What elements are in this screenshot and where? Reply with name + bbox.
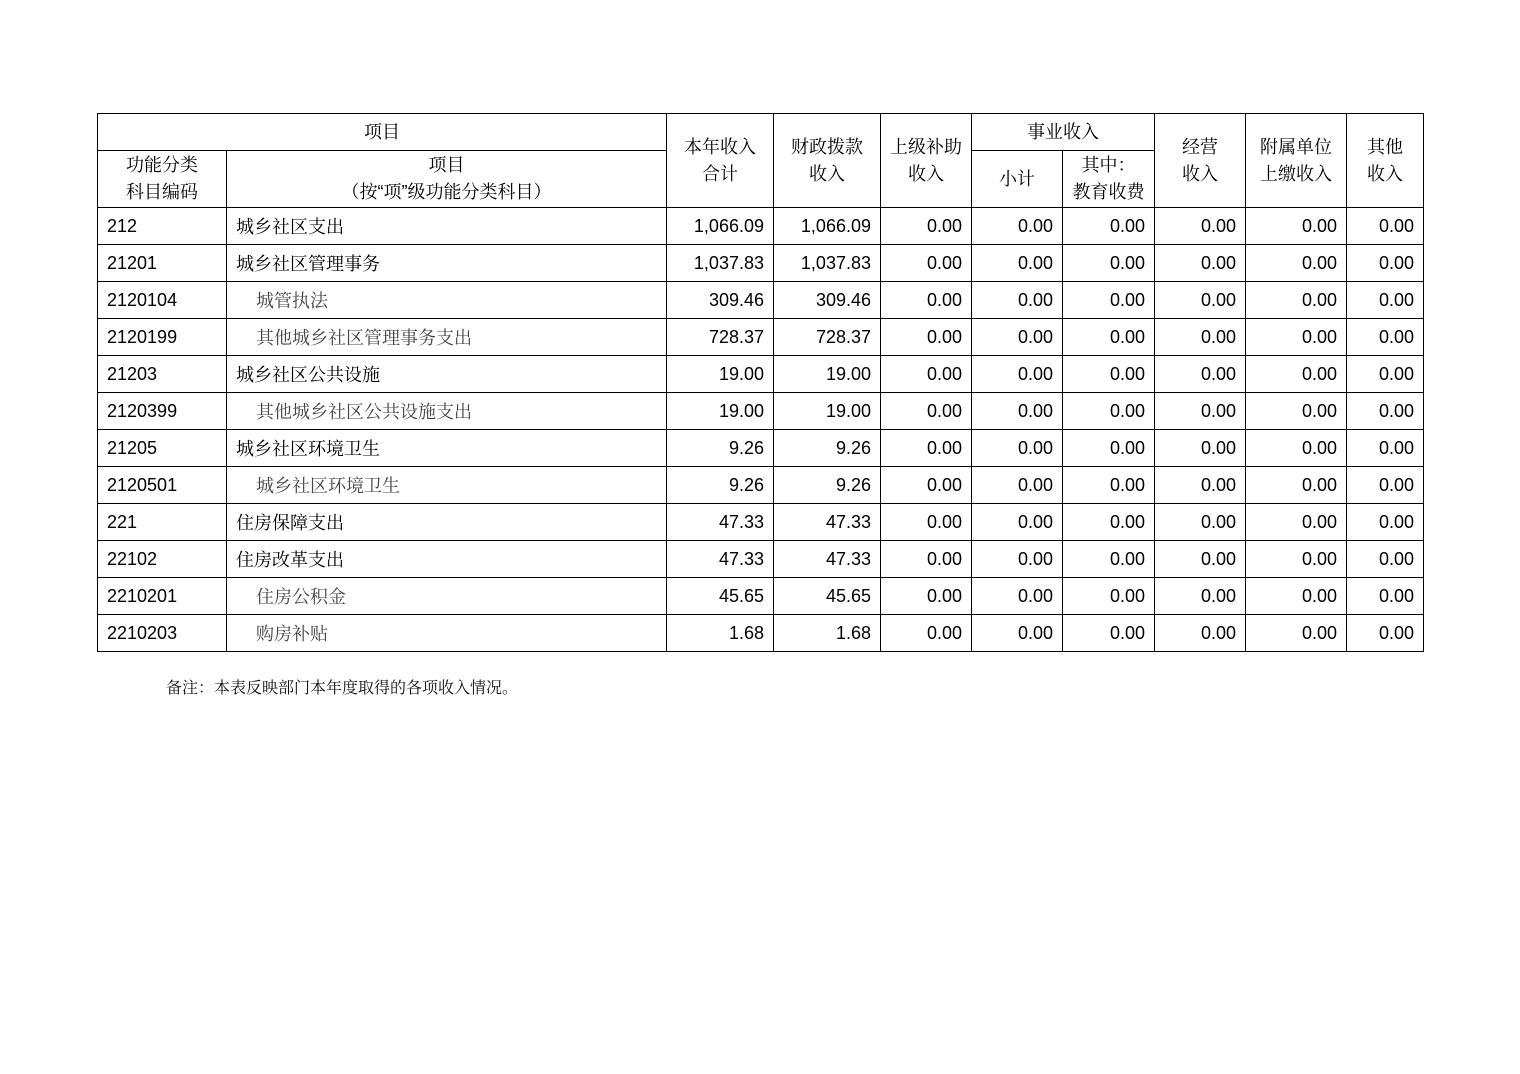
row-affiliate-cell: 0.00 xyxy=(1246,245,1347,282)
header-func-code: 功能分类 科目编码 xyxy=(98,151,227,208)
row-affiliate-cell: 0.00 xyxy=(1246,504,1347,541)
header-total: 本年收入 合计 xyxy=(667,114,774,208)
row-other-cell: 0.00 xyxy=(1347,504,1424,541)
row-total-cell: 47.33 xyxy=(667,541,774,578)
header-business: 事业收入 xyxy=(972,114,1155,151)
row-total-cell: 45.65 xyxy=(667,578,774,615)
table-row xyxy=(98,245,1424,282)
table-row xyxy=(98,615,1424,652)
footnote: 备注：本表反映部门本年度取得的各项收入情况。 xyxy=(166,678,519,697)
row-total-cell: 728.37 xyxy=(667,319,774,356)
row-total-cell: 1,037.83 xyxy=(667,245,774,282)
row-edu-fee-cell: 0.00 xyxy=(1063,504,1155,541)
row-edu-fee-cell: 0.00 xyxy=(1063,541,1155,578)
row-superior-cell: 0.00 xyxy=(881,504,972,541)
row-subtotal-cell: 0.00 xyxy=(972,541,1063,578)
row-item-name: 城乡社区公共设施 xyxy=(227,356,667,393)
row-subtotal-cell: 0.00 xyxy=(972,578,1063,615)
row-code: 21203 xyxy=(98,356,227,393)
header-item: 项目 xyxy=(98,114,667,151)
row-fiscal-cell: 9.26 xyxy=(774,467,881,504)
row-other-cell: 0.00 xyxy=(1347,356,1424,393)
row-superior-cell: 0.00 xyxy=(881,356,972,393)
row-total-cell: 9.26 xyxy=(667,430,774,467)
row-item-name: 住房公积金 xyxy=(227,578,667,615)
row-code: 2120104 xyxy=(98,282,227,319)
row-operating-cell: 0.00 xyxy=(1155,578,1246,615)
row-code: 2120399 xyxy=(98,393,227,430)
row-code: 22102 xyxy=(98,541,227,578)
row-edu-fee-cell: 0.00 xyxy=(1063,208,1155,245)
row-edu-fee-cell: 0.00 xyxy=(1063,282,1155,319)
header-subtotal: 小计 xyxy=(972,151,1063,208)
row-fiscal-cell: 309.46 xyxy=(774,282,881,319)
row-affiliate-cell: 0.00 xyxy=(1246,356,1347,393)
table-row xyxy=(98,467,1424,504)
row-subtotal-cell: 0.00 xyxy=(972,319,1063,356)
row-operating-cell: 0.00 xyxy=(1155,282,1246,319)
row-total-cell: 1,066.09 xyxy=(667,208,774,245)
row-edu-fee-cell: 0.00 xyxy=(1063,430,1155,467)
row-fiscal-cell: 1,037.83 xyxy=(774,245,881,282)
row-total-cell: 47.33 xyxy=(667,504,774,541)
row-code: 21201 xyxy=(98,245,227,282)
header-superior: 上级补助 收入 xyxy=(881,114,972,208)
row-other-cell: 0.00 xyxy=(1347,208,1424,245)
row-total-cell: 9.26 xyxy=(667,467,774,504)
row-superior-cell: 0.00 xyxy=(881,467,972,504)
header-other: 其他 收入 xyxy=(1347,114,1424,208)
row-superior-cell: 0.00 xyxy=(881,319,972,356)
table-row xyxy=(98,430,1424,467)
row-superior-cell: 0.00 xyxy=(881,208,972,245)
row-subtotal-cell: 0.00 xyxy=(972,504,1063,541)
row-total-cell: 1.68 xyxy=(667,615,774,652)
row-fiscal-cell: 47.33 xyxy=(774,504,881,541)
row-item-name: 其他城乡社区管理事务支出 xyxy=(227,319,667,356)
row-operating-cell: 0.00 xyxy=(1155,319,1246,356)
row-superior-cell: 0.00 xyxy=(881,245,972,282)
table-row xyxy=(98,393,1424,430)
row-edu-fee-cell: 0.00 xyxy=(1063,319,1155,356)
row-other-cell: 0.00 xyxy=(1347,578,1424,615)
row-other-cell: 0.00 xyxy=(1347,319,1424,356)
row-item-name: 城乡社区管理事务 xyxy=(227,245,667,282)
row-edu-fee-cell: 0.00 xyxy=(1063,393,1155,430)
row-operating-cell: 0.00 xyxy=(1155,356,1246,393)
row-other-cell: 0.00 xyxy=(1347,245,1424,282)
row-edu-fee-cell: 0.00 xyxy=(1063,245,1155,282)
table-row xyxy=(98,282,1424,319)
table-row xyxy=(98,208,1424,245)
table-row xyxy=(98,541,1424,578)
row-operating-cell: 0.00 xyxy=(1155,245,1246,282)
row-other-cell: 0.00 xyxy=(1347,467,1424,504)
row-fiscal-cell: 19.00 xyxy=(774,393,881,430)
header-item-sub: 项目 （按“项”级功能分类科目） xyxy=(227,151,667,208)
table-row xyxy=(98,578,1424,615)
row-operating-cell: 0.00 xyxy=(1155,541,1246,578)
row-subtotal-cell: 0.00 xyxy=(972,467,1063,504)
row-code: 212 xyxy=(98,208,227,245)
row-total-cell: 19.00 xyxy=(667,356,774,393)
row-superior-cell: 0.00 xyxy=(881,282,972,319)
row-other-cell: 0.00 xyxy=(1347,430,1424,467)
row-code: 2120501 xyxy=(98,467,227,504)
table-row xyxy=(98,319,1424,356)
row-code: 221 xyxy=(98,504,227,541)
row-affiliate-cell: 0.00 xyxy=(1246,615,1347,652)
row-item-name: 城乡社区支出 xyxy=(227,208,667,245)
row-edu-fee-cell: 0.00 xyxy=(1063,356,1155,393)
row-fiscal-cell: 9.26 xyxy=(774,430,881,467)
header-edu-fee: 其中： 教育收费 xyxy=(1063,151,1155,208)
row-superior-cell: 0.00 xyxy=(881,578,972,615)
row-item-name: 城管执法 xyxy=(227,282,667,319)
row-subtotal-cell: 0.00 xyxy=(972,282,1063,319)
row-item-name: 购房补贴 xyxy=(227,615,667,652)
row-superior-cell: 0.00 xyxy=(881,541,972,578)
row-subtotal-cell: 0.00 xyxy=(972,208,1063,245)
row-affiliate-cell: 0.00 xyxy=(1246,467,1347,504)
row-total-cell: 19.00 xyxy=(667,393,774,430)
row-item-name: 住房保障支出 xyxy=(227,504,667,541)
row-total-cell: 309.46 xyxy=(667,282,774,319)
row-subtotal-cell: 0.00 xyxy=(972,393,1063,430)
row-code: 2120199 xyxy=(98,319,227,356)
row-superior-cell: 0.00 xyxy=(881,615,972,652)
row-fiscal-cell: 728.37 xyxy=(774,319,881,356)
row-subtotal-cell: 0.00 xyxy=(972,356,1063,393)
row-operating-cell: 0.00 xyxy=(1155,430,1246,467)
row-other-cell: 0.00 xyxy=(1347,541,1424,578)
row-fiscal-cell: 47.33 xyxy=(774,541,881,578)
table-header xyxy=(98,114,1424,208)
row-affiliate-cell: 0.00 xyxy=(1246,393,1347,430)
row-code: 2210203 xyxy=(98,615,227,652)
row-affiliate-cell: 0.00 xyxy=(1246,282,1347,319)
row-code: 2210201 xyxy=(98,578,227,615)
table-body xyxy=(98,208,1424,652)
header-affiliate: 附属单位 上缴收入 xyxy=(1246,114,1347,208)
row-item-name: 城乡社区环境卫生 xyxy=(227,467,667,504)
row-other-cell: 0.00 xyxy=(1347,282,1424,319)
row-item-name: 其他城乡社区公共设施支出 xyxy=(227,393,667,430)
row-other-cell: 0.00 xyxy=(1347,393,1424,430)
table-row xyxy=(98,356,1424,393)
row-edu-fee-cell: 0.00 xyxy=(1063,578,1155,615)
row-operating-cell: 0.00 xyxy=(1155,393,1246,430)
row-affiliate-cell: 0.00 xyxy=(1246,208,1347,245)
income-table xyxy=(97,113,1424,652)
row-subtotal-cell: 0.00 xyxy=(972,245,1063,282)
row-item-name: 住房改革支出 xyxy=(227,541,667,578)
row-fiscal-cell: 1.68 xyxy=(774,615,881,652)
row-fiscal-cell: 19.00 xyxy=(774,356,881,393)
row-operating-cell: 0.00 xyxy=(1155,615,1246,652)
table-row xyxy=(98,504,1424,541)
row-edu-fee-cell: 0.00 xyxy=(1063,467,1155,504)
row-operating-cell: 0.00 xyxy=(1155,208,1246,245)
row-operating-cell: 0.00 xyxy=(1155,467,1246,504)
row-affiliate-cell: 0.00 xyxy=(1246,319,1347,356)
row-edu-fee-cell: 0.00 xyxy=(1063,615,1155,652)
row-fiscal-cell: 1,066.09 xyxy=(774,208,881,245)
row-superior-cell: 0.00 xyxy=(881,393,972,430)
row-item-name: 城乡社区环境卫生 xyxy=(227,430,667,467)
row-code: 21205 xyxy=(98,430,227,467)
row-fiscal-cell: 45.65 xyxy=(774,578,881,615)
row-other-cell: 0.00 xyxy=(1347,615,1424,652)
row-affiliate-cell: 0.00 xyxy=(1246,578,1347,615)
row-affiliate-cell: 0.00 xyxy=(1246,430,1347,467)
row-operating-cell: 0.00 xyxy=(1155,504,1246,541)
row-subtotal-cell: 0.00 xyxy=(972,615,1063,652)
header-fiscal: 财政拨款 收入 xyxy=(774,114,881,208)
row-superior-cell: 0.00 xyxy=(881,430,972,467)
row-affiliate-cell: 0.00 xyxy=(1246,541,1347,578)
row-subtotal-cell: 0.00 xyxy=(972,430,1063,467)
header-operating: 经营 收入 xyxy=(1155,114,1246,208)
